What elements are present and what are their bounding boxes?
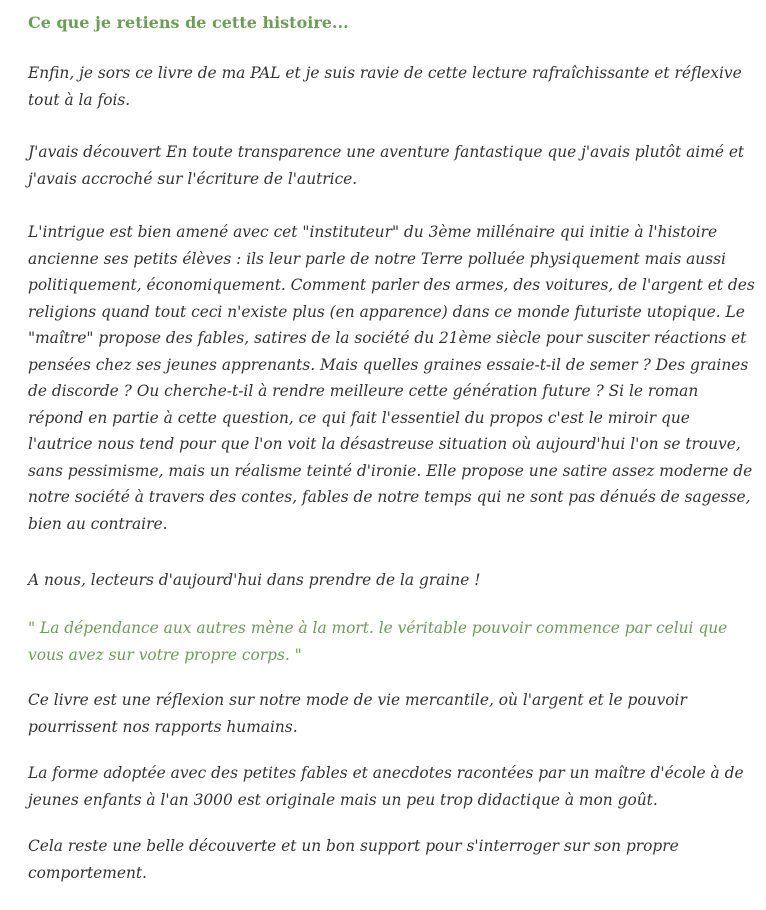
paragraph-reflection: Ce livre est une réflexion sur notre mode de vie mercantile, où l'argent et le pouvoir pourrissent nos rapports humains. bbox=[28, 691, 687, 736]
paragraph-form: La forme adoptée avec des petites fables et anecdotes racontées par un maître d'école à de jeunes enfants à l'an 3000 est originale mais un peu trop didactique à mon goût. bbox=[28, 764, 744, 809]
paragraph-conclusion: Cela reste une belle découverte et un bon support pour s'interroger sur son propre comportement. bbox=[28, 837, 679, 882]
paragraph-previous-book: J'avais découvert En toute transparence une aventure fantastique que j'avais plutôt aimé et j'avais accroché sur l'écriture de l'autrice. bbox=[28, 143, 745, 188]
paragraph-readers: A nous, lecteurs d'aujourd'hui dans prendre de la graine ! bbox=[28, 571, 481, 589]
review-heading: Ce que je retiens de cette histoire... bbox=[28, 13, 349, 32]
paragraph-intro: Enfin, je sors ce livre de ma PAL et je suis ravie de cette lecture rafraîchissante et réflexive tout à la fois. bbox=[28, 64, 742, 109]
book-quote: " La dépendance aux autres mène à la mort. le véritable pouvoir commence par celui que vous avez sur votre propre corps. " bbox=[28, 619, 728, 664]
paragraph-plot: L'intrigue est bien amené avec cet "instituteur" du 3ème millénaire qui initie à l'histoire ancienne ses petits élèves : ils leur parle de notre Terre polluée physiquement mais aussi politiquement, économiquement. Comment parler des armes, des voitures, de l'argent et des religions quand tout ceci n'existe plus (en apparence) dans ce monde futuriste utopique. Le "maître" propose des fables, satires de la société du 21ème siècle pour susciter réactions et pensées chez ses jeunes apprenants. Mais quelles graines essaie-t-il de semer ? Des graines de discorde ? Ou cherche-t-il à rendre meilleure cette génération future ? Si le roman répond en partie à cette question, ce qui fait l'essentiel du propos c'est le miroir que l'autrice nous tend pour que l'on voit la désastreuse situation où aujourd'hui l'on se trouve, sans pessimisme, mais un réalisme teinté d'ironie. Elle propose une satire assez moderne de notre société à travers des contes, fables de notre temps qui ne sont pas dénués de sagesse, bien au contraire. bbox=[28, 223, 755, 533]
